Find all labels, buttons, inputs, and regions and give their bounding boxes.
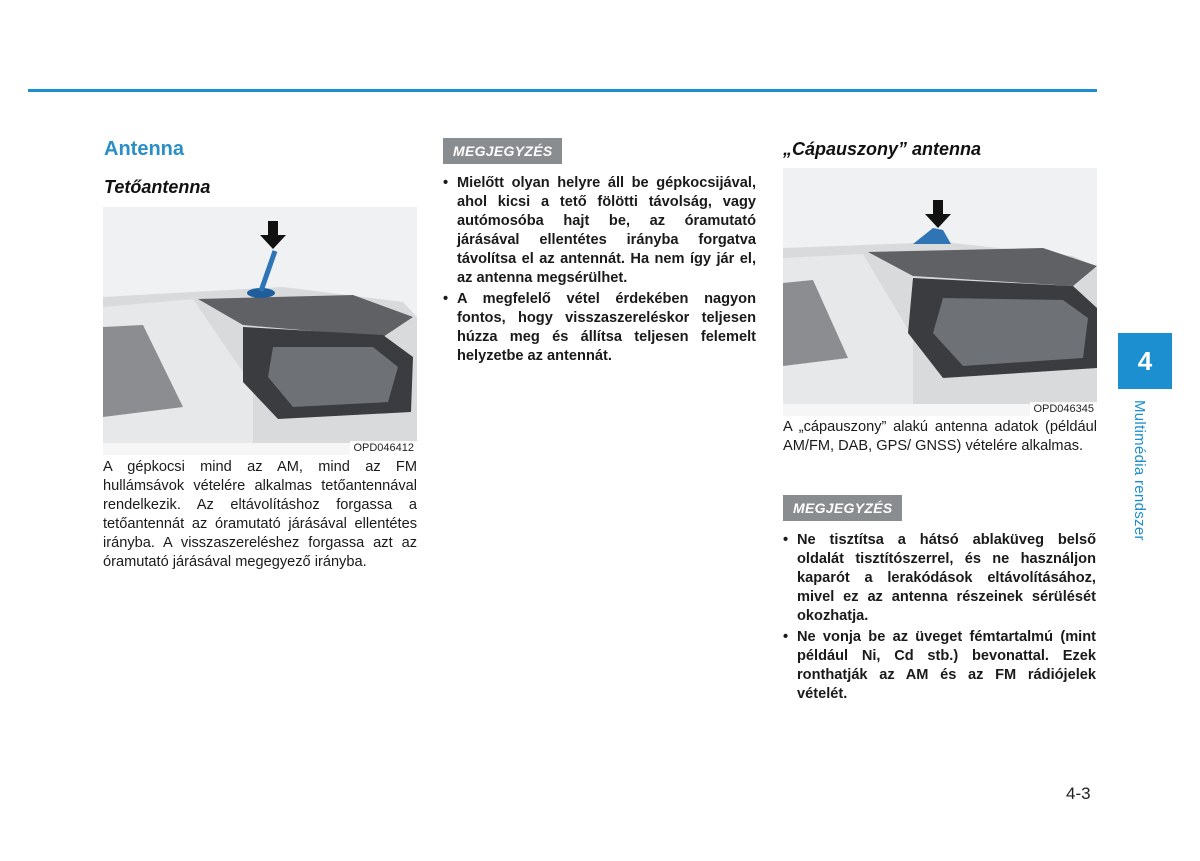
note-item: • A megfelelő vétel érdekében nagyon fontos, hogy visszaszereléskor teljesen húzza meg és állítsa teljesen felemelt helyzetbe az antennát. (443, 290, 756, 366)
figure-code: OPD046345 (1030, 402, 1097, 416)
subsection-title: „Cápauszony” antenna (783, 139, 982, 159)
body-paragraph: A gépkocsi mind az AM, mind az FM hullámsávok vételére alkalmas tetőantennával rendelkezik. Az eltávolításhoz forgassa a tetőantennát az óramutató járásával ellentétes irányba. A visszaszereléshez forgassa azt az óramutató járásával megegyező irányba. (103, 459, 417, 570)
note-item: • Ne tisztítsa a hátsó ablaküveg belső oldalát tisztítószerrel, és ne használjon kaparót a lerakódások eltávolításához, mivel ez az antenna részeinek sérülését okozhatja. (783, 531, 1096, 626)
shark-fin-antenna-figure (783, 168, 1097, 416)
note-list (783, 531, 1096, 706)
figure-code: OPD046412 (350, 441, 417, 455)
page-number: 4-3 (1066, 784, 1091, 803)
header-rule (28, 89, 1097, 92)
shark-fin-antenna-illustration (783, 168, 1097, 416)
chapter-label: Multimédia rendszer (1131, 400, 1148, 541)
note-badge: MEGJEGYZÉS (443, 138, 562, 164)
roof-antenna-figure (103, 207, 417, 455)
body-paragraph: A „cápauszony” alakú antenna adatok (például AM/FM, DAB, GPS/ GNSS) vételére alkalmas. (783, 419, 1097, 454)
note-item: • Mielőtt olyan helyre áll be gépkocsijával, ahol kicsi a tető fölötti távolság, vagy autómosóba hajt be, az óramutató járásával ellentétes irányba forgatva távolítsa el az antennát. Ha nem így jár el, az antenna megsérülhet. (443, 174, 756, 288)
roof-antenna-illustration (103, 207, 417, 455)
subsection-title: Tetőantenna (104, 177, 211, 197)
section-title: Antenna (104, 138, 184, 160)
note-item: • Ne vonja be az üveget fémtartalmú (mint például Ni, Cd stb.) bevonattal. Ezek ronthatják az AM és az FM rádiójelek vételét. (783, 628, 1096, 704)
note-list (443, 174, 756, 368)
note-badge: MEGJEGYZÉS (783, 495, 902, 521)
chapter-tab: 4 (1118, 333, 1172, 389)
